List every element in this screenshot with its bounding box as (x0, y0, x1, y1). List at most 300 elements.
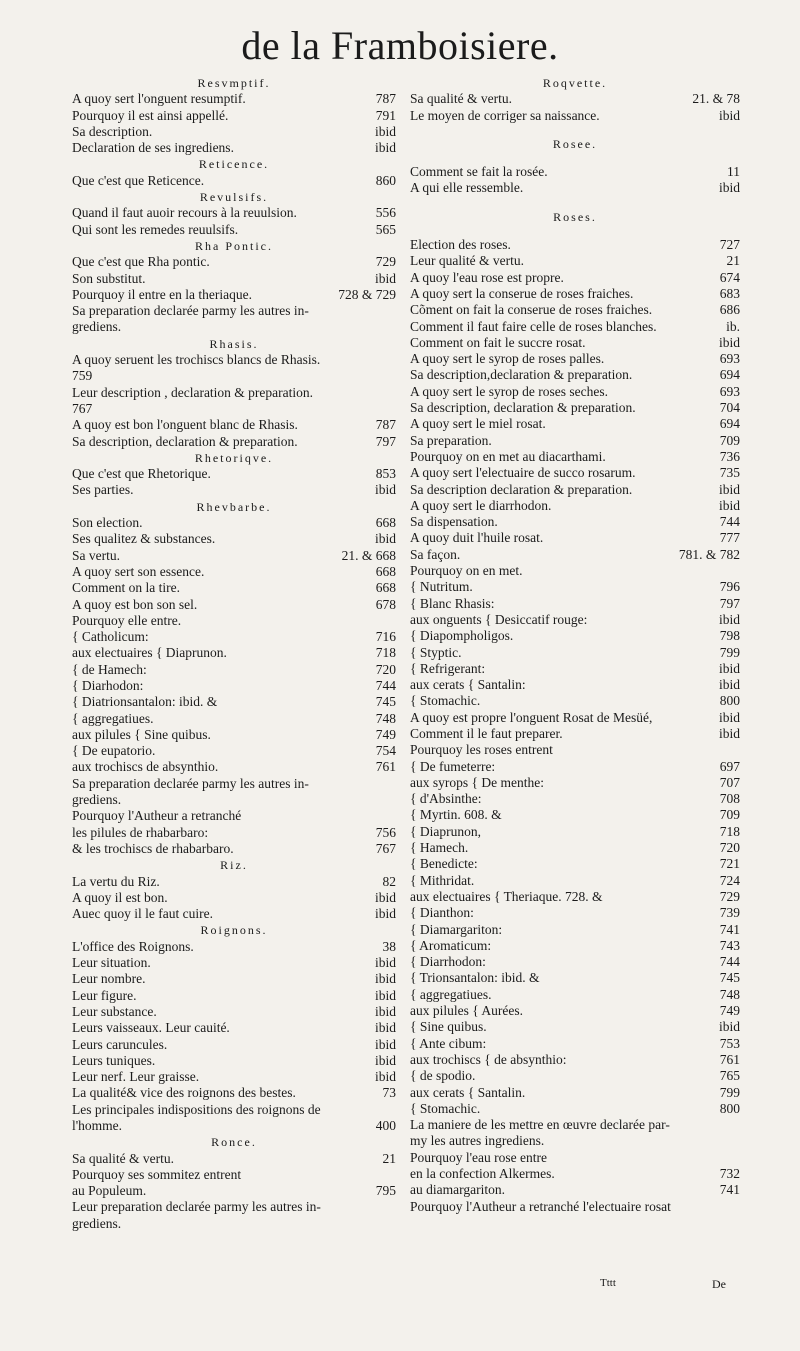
entry-text: A quoy est bon son sel. (72, 596, 198, 612)
entry-text: Sa description. (72, 123, 153, 139)
page-reference: 400 (375, 1118, 396, 1133)
index-entry (410, 563, 740, 579)
entry-text: A quoy sert le syrop de roses seches. (410, 383, 608, 399)
index-entry (410, 1117, 740, 1133)
page-reference: 21 (726, 253, 740, 269)
entry-text: { Diaprunon, (410, 823, 481, 839)
page-reference: 777 (719, 530, 740, 546)
entry-text: grediens. (72, 792, 122, 808)
index-entry (410, 840, 740, 856)
index-entry (410, 726, 740, 742)
index-entry (72, 906, 396, 922)
entry-text: Leur description , declaration & preparation. (72, 384, 314, 400)
index-entry (72, 597, 396, 613)
index-entry (410, 286, 740, 302)
page-reference: 749 (719, 1003, 740, 1019)
page-reference: 800 (719, 693, 740, 709)
page-reference: 668 (375, 515, 396, 531)
index-entry (410, 987, 740, 1003)
index-entry (72, 890, 396, 906)
entry-text: Sa description, declaration & preparation. (72, 433, 298, 449)
entry-text: { aggregatiues. (410, 986, 492, 1002)
entry-text: { Trionsantalon: ibid. & (410, 970, 540, 986)
index-entry (72, 580, 396, 596)
entry-text: grediens. (72, 319, 122, 335)
entry-text: A qui elle ressemble. (410, 180, 524, 196)
page-reference: 674 (719, 269, 740, 285)
entry-text: Sa qualité & vertu. (410, 91, 512, 107)
entry-text: Comment on fait le succre rosat. (410, 334, 586, 350)
index-entry (72, 1151, 396, 1167)
entry-text: Sa vertu. (72, 547, 120, 563)
entry-text: Sa preparation declarée parmy les autres in- (72, 303, 309, 319)
index-entry (410, 579, 740, 595)
entry-text: aux cerats { Santalin: (410, 677, 526, 693)
index-entry (410, 1068, 740, 1084)
entry-text: aux pilules { Aurées. (410, 1003, 523, 1019)
page-reference: 668 (375, 563, 396, 579)
index-entry (72, 173, 396, 189)
index-entry (72, 222, 396, 238)
entry-text: Sa description, declaration & preparation. (410, 400, 636, 416)
entry-text: A quoy est bon l'onguent blanc de Rhasis. (72, 417, 298, 433)
index-entry (410, 237, 740, 253)
page-reference: ibid (374, 1069, 396, 1085)
page-reference: ib. (726, 318, 740, 334)
index-entry (410, 807, 740, 823)
index-entry (72, 319, 396, 335)
page-reference: 754 (375, 743, 396, 759)
index-entry (72, 287, 396, 303)
index-entry (410, 889, 740, 905)
entry-text: Pourquoy on en met. (410, 563, 523, 579)
page-reference: 797 (375, 433, 396, 449)
index-entry (72, 727, 396, 743)
entry-text: A quoy il est bon. (72, 889, 168, 905)
index-entry (410, 856, 740, 872)
entry-text: { Diarrhodon: (410, 954, 486, 970)
heading-text: Rosee. (552, 136, 598, 151)
page-reference: ibid (718, 709, 740, 725)
page-reference: 732 (719, 1166, 740, 1181)
index-entry (410, 922, 740, 938)
page-reference: 741 (719, 921, 740, 937)
entry-text: Sa description declaration & preparation. (410, 481, 633, 497)
page-reference: 796 (719, 579, 740, 595)
page-reference: ibid (374, 955, 396, 971)
index-entry (72, 466, 396, 482)
page-reference: 11 (727, 164, 740, 180)
page-reference: 21 (382, 1150, 396, 1166)
entry-text: Pourquoy elle entre. (72, 612, 182, 628)
entry-text: Quand il faut auoir recours à la reuulsion. (72, 205, 297, 221)
index-entry (72, 645, 396, 661)
page-reference: 720 (719, 840, 740, 856)
page-reference: ibid (718, 611, 740, 627)
page-reference: ibid (718, 725, 740, 741)
entry-text: aux trochiscs de absynthio. (72, 759, 219, 775)
entry-text: { Mithridat. (410, 872, 475, 888)
signature-mark: Tttt (600, 1277, 616, 1289)
index-entry (72, 352, 396, 368)
entry-text: Sa façon. (410, 546, 461, 562)
page-reference: 73 (382, 1085, 396, 1101)
index-entry (72, 1069, 396, 1085)
page-reference: ibid (718, 497, 740, 513)
entry-text: Qui sont les remedes reuulsifs. (72, 221, 239, 237)
index-entry (410, 1085, 740, 1101)
heading-text: Rhetoriqve. (194, 450, 274, 465)
entry-text: en la confection Alkermes. (410, 1166, 555, 1181)
index-entry (72, 1037, 396, 1053)
page-reference: ibid (374, 270, 396, 286)
index-entry (410, 1166, 740, 1182)
entry-text: Pourquoy l'Autheur a retranché (72, 808, 242, 824)
index-entry (72, 613, 396, 629)
index-heading (72, 499, 396, 515)
index-entry (410, 970, 740, 986)
page-reference: 797 (719, 595, 740, 611)
index-heading (410, 136, 740, 152)
entry-text: Comment on la tire. (72, 580, 180, 596)
index-entry (410, 1052, 740, 1068)
index-entry (410, 596, 740, 612)
entry-text: Comment se fait la rosée. (410, 164, 548, 180)
page-reference: 743 (719, 937, 740, 953)
entry-text: { Blanc Rhasis: (410, 595, 495, 611)
index-entry (72, 808, 396, 824)
entry-text: { Nutritum. (410, 579, 473, 595)
entry-text: { Diatrionsantalon: ibid. & (72, 694, 218, 710)
index-entry (72, 1216, 396, 1232)
entry-text: aux trochiscs { de absynthio: (410, 1051, 567, 1067)
entry-text: { Refrigerant: (410, 660, 486, 676)
entry-text: au diamargariton. (410, 1182, 505, 1198)
index-entry (410, 759, 740, 775)
index-entry (72, 971, 396, 987)
index-entry (72, 825, 396, 841)
heading-text: Revulsifs. (199, 190, 269, 205)
entry-text: Leur situation. (72, 955, 151, 971)
page-reference: 704 (719, 400, 740, 416)
page-reference: ibid (374, 987, 396, 1003)
index-entry (410, 791, 740, 807)
index-entry (410, 164, 740, 180)
page-reference: 21. & 668 (341, 547, 396, 563)
page-reference: ibid (718, 660, 740, 676)
index-entry (410, 1199, 740, 1215)
index-entry (410, 91, 740, 107)
index-entry (72, 91, 396, 107)
page-reference: ibid (374, 906, 396, 922)
entry-text: Leur figure. (72, 987, 137, 1003)
index-entry (410, 433, 740, 449)
index-entry (410, 954, 740, 970)
index-entry (72, 515, 396, 531)
index-entry (410, 1133, 740, 1149)
entry-text: Le moyen de corriger sa naissance. (410, 107, 600, 123)
entry-text: { de Hamech: (72, 661, 147, 677)
page-reference: 716 (375, 629, 396, 645)
entry-text: Pourquoy les roses entrent (410, 742, 553, 758)
page-reference: 683 (719, 285, 740, 301)
index-entry (72, 140, 396, 156)
entry-text: A quoy sert le miel rosat. (410, 416, 546, 432)
entry-text: A quoy sert son essence. (72, 563, 205, 579)
page-reference: 761 (375, 759, 396, 775)
entry-text: { Benedicte: (410, 856, 478, 872)
page-reference: 735 (719, 465, 740, 481)
index-entry (72, 1102, 396, 1118)
entry-text: Les principales indispositions des roignons de (72, 1101, 321, 1117)
entry-text: { Sine quibus. (410, 1019, 487, 1035)
page-reference: 709 (719, 432, 740, 448)
page-reference: 753 (719, 1035, 740, 1051)
entry-text: { Myrtin. 608. & (410, 807, 502, 823)
entry-text: { Diamargariton: (410, 921, 503, 937)
page-reference: 787 (375, 91, 396, 107)
heading-text: Reticence. (198, 157, 270, 172)
index-entry (410, 938, 740, 954)
page-reference: 756 (375, 824, 396, 840)
heading-text: Rha Pontic. (195, 238, 273, 253)
entry-text: Ses qualitez & substances. (72, 531, 216, 547)
page-reference: 798 (719, 628, 740, 644)
index-entry (72, 1183, 396, 1199)
index-entry (410, 482, 740, 498)
index-entry (410, 824, 740, 840)
heading-text: Roignons. (200, 923, 268, 938)
index-entry (72, 1199, 396, 1215)
index-entry (410, 335, 740, 351)
page-reference: 721 (719, 856, 740, 872)
page-reference: 724 (719, 872, 740, 888)
page-reference: ibid (374, 531, 396, 547)
page-reference: 741 (719, 1182, 740, 1198)
page-reference: ibid (718, 1019, 740, 1035)
page-reference: 694 (719, 416, 740, 432)
index-entry (72, 1085, 396, 1101)
page-reference: 727 (719, 237, 740, 253)
index-entry (72, 678, 396, 694)
entry-text: Son election. (72, 515, 143, 531)
entry-text: Pourquoy il est ainsi appellé. (72, 107, 229, 123)
index-entry (410, 530, 740, 546)
heading-text: Roses. (553, 209, 597, 224)
entry-text: Pourquoy l'Autheur a retranché l'electuaire rosat (410, 1198, 671, 1214)
page-reference: ibid (374, 1036, 396, 1052)
index-entry (410, 661, 740, 677)
left-column (72, 75, 396, 1232)
entry-text: aux cerats { Santalin. (410, 1084, 526, 1100)
index-entry (410, 180, 740, 196)
index-entry (72, 254, 396, 270)
page-reference: 860 (375, 172, 396, 188)
page-reference: 709 (719, 807, 740, 823)
page-reference: ibid (374, 1020, 396, 1036)
entry-text: Sa preparation declarée parmy les autres in- (72, 775, 309, 791)
page-reference: 728 & 729 (338, 286, 396, 302)
index-entry (72, 955, 396, 971)
entry-text: Comment il faut faire celle de roses blanches. (410, 318, 657, 334)
index-entry (410, 449, 740, 465)
entry-text: Leurs tuniques. (72, 1052, 156, 1068)
page-reference: 853 (375, 466, 396, 482)
page-reference: ibid (718, 677, 740, 693)
index-entry (72, 743, 396, 759)
entry-text: { De fumeterre: (410, 758, 496, 774)
heading-text: Rhevbarbe. (196, 499, 272, 514)
page-reference: 720 (375, 661, 396, 677)
entry-text: Sa description,declaration & preparation. (410, 367, 633, 383)
entry-text: Leur nerf. Leur graisse. (72, 1069, 200, 1085)
entry-text: Comment il le faut preparer. (410, 725, 563, 741)
page-reference: ibid (718, 180, 740, 196)
index-entry (72, 776, 396, 792)
index-entry (72, 434, 396, 450)
page-reference: 765 (719, 1068, 740, 1084)
index-entry (410, 108, 740, 124)
index-heading (72, 336, 396, 352)
index-entry (72, 368, 396, 384)
page-reference: 729 (375, 254, 396, 270)
index-entry (410, 302, 740, 318)
page-reference: 708 (719, 791, 740, 807)
page-reference: 787 (375, 417, 396, 433)
index-entry (410, 873, 740, 889)
entry-text: A quoy sert la conserue de roses fraiches. (410, 285, 634, 301)
entry-text: { aggregatiues. (72, 710, 154, 726)
index-entry (72, 988, 396, 1004)
index-entry (72, 694, 396, 710)
index-heading (72, 189, 396, 205)
index-entry (410, 514, 740, 530)
index-entry (410, 319, 740, 335)
index-entry (72, 792, 396, 808)
page-reference: 748 (375, 710, 396, 726)
entry-text: 767 (72, 400, 93, 416)
entry-text: Leur qualité & vertu. (410, 253, 524, 269)
page-reference: 799 (719, 1084, 740, 1100)
entry-text: aux electuaires { Diaprunon. (72, 645, 227, 661)
page-reference: 745 (719, 970, 740, 986)
entry-text: au Populeum. (72, 1183, 147, 1199)
entry-text: Leur preparation declarée parmy les autres in- (72, 1199, 321, 1215)
page-reference: 38 (382, 938, 396, 954)
index-heading (72, 857, 396, 873)
entry-text: Leur nombre. (72, 971, 146, 987)
index-heading (72, 922, 396, 938)
index-entry (410, 465, 740, 481)
page-reference: 718 (375, 645, 396, 661)
page-reference: 791 (375, 107, 396, 123)
entry-text: Election des roses. (410, 237, 511, 253)
page-reference: 767 (375, 840, 396, 856)
entry-text: { Diarhodon: (72, 677, 144, 693)
page-reference: 739 (719, 905, 740, 921)
entry-text: & les trochiscs de rhabarbaro. (72, 840, 234, 856)
page-reference: 668 (375, 580, 396, 596)
page-reference: 678 (375, 596, 396, 612)
page-reference: ibid (374, 123, 396, 139)
index-entry (72, 759, 396, 775)
right-column (410, 75, 740, 1215)
index-entry (72, 401, 396, 417)
index-entry (410, 612, 740, 628)
index-entry (72, 939, 396, 955)
entry-text: Sa dispensation. (410, 514, 498, 530)
entry-text: Que c'est que Rha pontic. (72, 254, 210, 270)
index-entry (410, 710, 740, 726)
page-reference: ibid (374, 140, 396, 156)
index-entry (410, 1150, 740, 1166)
index-entry (410, 253, 740, 269)
index-entry (410, 547, 740, 563)
catchword: De (712, 1277, 726, 1291)
page-reference: 693 (719, 351, 740, 367)
index-entry (72, 841, 396, 857)
entry-text: Pourquoy l'eau rose entre (410, 1149, 548, 1165)
entry-text: Que c'est que Reticence. (72, 172, 205, 188)
entry-text: grediens. (72, 1215, 122, 1231)
spacer (410, 124, 740, 136)
page-reference: 744 (719, 514, 740, 530)
page-reference: 693 (719, 383, 740, 399)
index-entry (72, 417, 396, 433)
page-reference: 744 (719, 954, 740, 970)
page-reference: 736 (719, 448, 740, 464)
entry-text: A quoy sert le diarrhodon. (410, 497, 552, 513)
index-heading (410, 75, 740, 91)
entry-text: A quoy seruent les trochiscs blancs de Rhasis. (72, 352, 321, 368)
index-heading (72, 450, 396, 466)
index-entry (410, 628, 740, 644)
entry-text: Ses parties. (72, 482, 134, 498)
page-reference: ibid (374, 971, 396, 987)
entry-text: aux pilules { Sine quibus. (72, 726, 211, 742)
heading-text: Roqvette. (542, 76, 608, 90)
page-reference: 745 (375, 694, 396, 710)
page-reference: 795 (375, 1183, 396, 1199)
index-entry (410, 384, 740, 400)
entry-text: Leurs vaisseaux. Leur cauité. (72, 1020, 230, 1036)
index-entry (410, 775, 740, 791)
index-entry (72, 629, 396, 645)
entry-text: A quoy duit l'huile rosat. (410, 530, 544, 546)
page-reference: 565 (375, 221, 396, 237)
index-entry (72, 482, 396, 498)
page-reference: 799 (719, 644, 740, 660)
index-entry (410, 1182, 740, 1198)
entry-text: aux syrops { De menthe: (410, 774, 544, 790)
page-reference: 781. & 782 (678, 546, 740, 562)
index-entry (410, 1036, 740, 1052)
entry-text: { Stomachic. (410, 1100, 481, 1116)
entry-text: { Stomachic. (410, 693, 481, 709)
index-entry (72, 874, 396, 890)
spacer (410, 225, 740, 237)
entry-text: { d'Absinthe: (410, 791, 482, 807)
index-entry (410, 351, 740, 367)
index-entry (72, 531, 396, 547)
page-reference: ibid (374, 1052, 396, 1068)
index-entry (72, 205, 396, 221)
entry-text: Que c'est que Rhetorique. (72, 466, 211, 482)
entry-text: my les autres ingrediens. (410, 1133, 545, 1149)
heading-text: Rhasis. (209, 336, 259, 351)
index-entry (410, 498, 740, 514)
entry-text: { de spodio. (410, 1068, 476, 1084)
